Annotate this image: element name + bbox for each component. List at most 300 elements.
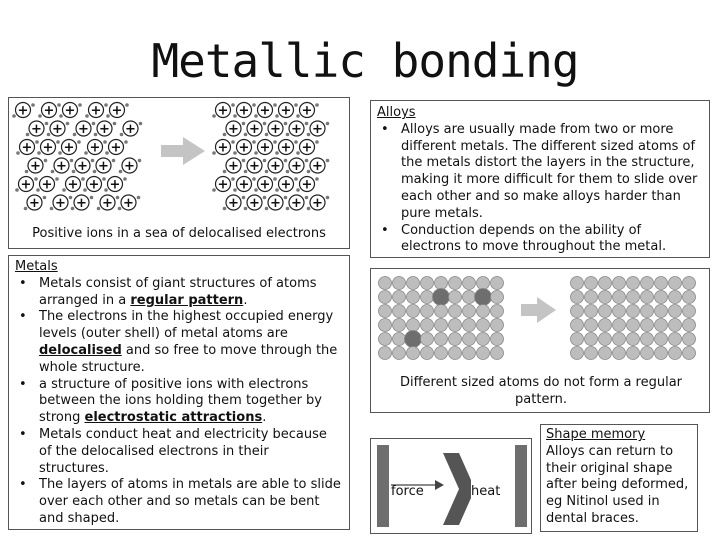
electron [231, 177, 235, 181]
positive-ion [20, 140, 35, 156]
svg-text:+: + [42, 140, 54, 156]
large-atom [405, 331, 422, 348]
metals-panel [8, 255, 350, 530]
atom [379, 305, 392, 318]
electron [106, 114, 110, 118]
svg-text:+: + [312, 159, 323, 174]
electron [326, 122, 330, 126]
electron [90, 196, 94, 200]
electron [307, 133, 311, 137]
electron [125, 103, 129, 107]
shape-memory-diagram [370, 438, 532, 534]
positive-ion [62, 140, 77, 156]
electron [244, 133, 248, 137]
electron [294, 177, 298, 181]
large-atom [475, 289, 492, 306]
svg-text:+: + [259, 103, 271, 119]
atom [571, 347, 584, 360]
atom [491, 277, 504, 290]
atom [599, 319, 612, 332]
electron [275, 188, 279, 192]
atom [683, 305, 696, 318]
atom [407, 305, 420, 318]
atom [407, 291, 420, 304]
atom [641, 291, 654, 304]
positive-ion [97, 121, 112, 137]
positive-ion [310, 195, 325, 211]
electron [31, 103, 35, 107]
atom [407, 319, 420, 332]
electron [15, 188, 19, 192]
atom [435, 333, 448, 346]
atom [613, 277, 626, 290]
atom [683, 319, 696, 332]
svg-text:+: + [52, 122, 63, 137]
positive-ion [279, 103, 294, 119]
positive-ion [76, 121, 91, 137]
electron [212, 188, 216, 192]
electron [286, 133, 290, 137]
electron [231, 103, 235, 107]
electron [286, 170, 290, 174]
electron [102, 177, 106, 181]
ions-panel [8, 97, 350, 249]
electron [25, 170, 29, 174]
electron [252, 177, 256, 181]
electron [315, 140, 319, 144]
atom [571, 305, 584, 318]
shape-memory-text: Alloys can return to their original shape after being deformed, eg Nitinol used in dental braces. [546, 443, 689, 526]
svg-text:+: + [228, 196, 239, 211]
svg-text:+: + [217, 177, 229, 193]
electron [284, 196, 288, 200]
electron [92, 122, 96, 126]
positive-ion [29, 121, 44, 137]
atom [421, 319, 434, 332]
positive-ion [121, 195, 136, 211]
electron [70, 159, 74, 163]
list-item: • Metals consist of giant structures of atoms arranged in a regular pattern. [39, 276, 341, 310]
electron [233, 114, 237, 118]
svg-text:+: + [124, 159, 135, 174]
electron [84, 151, 88, 155]
positive-ion [258, 140, 273, 156]
atom [571, 333, 584, 346]
atom [599, 347, 612, 360]
positive-ion [300, 140, 315, 156]
atom [627, 333, 640, 346]
electron [307, 207, 311, 211]
atoms-diagram [371, 269, 709, 365]
atom [449, 305, 462, 318]
electron [85, 114, 89, 118]
atom [669, 347, 682, 360]
svg-text:+: + [64, 103, 76, 119]
electron [105, 151, 109, 155]
positive-ion [66, 177, 81, 193]
atom [613, 319, 626, 332]
positive-ion [54, 158, 69, 174]
electron [56, 140, 60, 144]
svg-text:+: + [30, 159, 41, 174]
atom [379, 347, 392, 360]
bar-straight [377, 445, 389, 527]
positive-ion [63, 103, 78, 119]
atom [463, 333, 476, 346]
positive-ion [237, 177, 252, 193]
atom [585, 333, 598, 346]
svg-text:+: + [90, 103, 102, 119]
atom [627, 347, 640, 360]
electron [103, 140, 107, 144]
electron [77, 140, 81, 144]
svg-text:+: + [312, 196, 323, 211]
atom [421, 347, 434, 360]
positive-ion [123, 121, 138, 137]
positive-ion [40, 177, 55, 193]
electron [113, 122, 117, 126]
positive-ion [50, 121, 65, 137]
atom [627, 277, 640, 290]
electron [69, 196, 73, 200]
positive-ion [74, 195, 89, 211]
atom [683, 347, 696, 360]
svg-text:+: + [217, 103, 229, 119]
electron [94, 133, 98, 137]
positive-ion [279, 177, 294, 193]
electron [97, 207, 101, 211]
svg-text:+: + [238, 103, 250, 119]
svg-text:+: + [110, 140, 122, 156]
atom [421, 291, 434, 304]
electron [58, 151, 62, 155]
electron [124, 140, 128, 144]
svg-text:+: + [125, 122, 136, 137]
electron [275, 151, 279, 155]
atom [463, 291, 476, 304]
positive-ion [279, 140, 294, 156]
list-item: • The electrons in the highest occupied energy levels (outer shell) of metal atoms are delocalised and so free to move through the whole structure. [39, 309, 341, 376]
positive-ion [247, 158, 262, 174]
atom [627, 305, 640, 318]
atom [449, 347, 462, 360]
electron [254, 188, 258, 192]
atom [599, 305, 612, 318]
atom [393, 347, 406, 360]
electron [284, 122, 288, 126]
atom [477, 333, 490, 346]
atom [477, 347, 490, 360]
positive-ion [41, 140, 56, 156]
electron [273, 177, 277, 181]
lattice-after [212, 103, 329, 212]
electron [286, 207, 290, 211]
atom [463, 347, 476, 360]
atom [435, 319, 448, 332]
svg-text:+: + [77, 159, 88, 174]
positive-ion [88, 140, 103, 156]
svg-text:+: + [31, 122, 42, 137]
electron [116, 196, 120, 200]
svg-text:+: + [270, 159, 281, 174]
electron [93, 170, 97, 174]
atom [421, 333, 434, 346]
svg-text:+: + [301, 103, 313, 119]
shape-memory-panel [540, 424, 698, 532]
atom [449, 277, 462, 290]
atom [393, 333, 406, 346]
electron [55, 177, 59, 181]
positive-ion [247, 121, 262, 137]
electron [307, 170, 311, 174]
electron [62, 188, 66, 192]
positive-ion [216, 140, 231, 156]
svg-text:+: + [29, 196, 40, 211]
electron [91, 159, 95, 163]
atom [613, 333, 626, 346]
svg-text:+: + [99, 122, 110, 137]
electron [244, 170, 248, 174]
electron [275, 114, 279, 118]
electron [273, 103, 277, 107]
atom [571, 319, 584, 332]
atom [435, 305, 448, 318]
metals-heading: Metals [15, 259, 58, 274]
list-item: • The layers of atoms in metals are able to slide over each other and so metals can be bent and shaped. [39, 477, 341, 527]
svg-text:+: + [55, 196, 66, 211]
electron [73, 133, 77, 137]
atom [491, 291, 504, 304]
electron [263, 159, 267, 163]
positive-ion [89, 103, 104, 119]
svg-text:+: + [56, 159, 67, 174]
atom [477, 319, 490, 332]
positive-ion [310, 158, 325, 174]
atom [669, 277, 682, 290]
large-atom [433, 289, 450, 306]
atom [585, 291, 598, 304]
electron [265, 133, 269, 137]
electron [252, 140, 256, 144]
atom [655, 333, 668, 346]
atom [683, 291, 696, 304]
electron [233, 151, 237, 155]
electron [265, 170, 269, 174]
electron [45, 122, 49, 126]
electron [326, 159, 330, 163]
atom [655, 319, 668, 332]
atom [613, 291, 626, 304]
list-item: • Alloys are usually made from two or more different metals. The different sized atoms of the metals distort the layers in the structure, making it more difficult for them to slide over each other and so make alloys harder than pure metals. [401, 122, 701, 223]
electron [296, 151, 300, 155]
atom [669, 291, 682, 304]
arrow-right-icon [521, 297, 556, 323]
svg-text:+: + [270, 122, 281, 137]
alloy-lattice [379, 277, 504, 360]
positive-ion [110, 103, 125, 119]
svg-text:+: + [89, 140, 101, 156]
electron [104, 188, 108, 192]
electron [66, 122, 70, 126]
atom [641, 277, 654, 290]
electron [315, 103, 319, 107]
electron [138, 159, 142, 163]
svg-text:+: + [301, 177, 313, 193]
electron [26, 133, 30, 137]
svg-text:+: + [63, 140, 75, 156]
positive-ion [216, 177, 231, 193]
electron [294, 140, 298, 144]
electron [223, 133, 227, 137]
electron [254, 114, 258, 118]
electron [233, 188, 237, 192]
electron [118, 207, 122, 211]
electron [231, 140, 235, 144]
atom [379, 333, 392, 346]
bent-bar [443, 453, 471, 525]
electron [38, 114, 42, 118]
electron [72, 170, 76, 174]
electron [137, 196, 141, 200]
electron [244, 207, 248, 211]
page-title: Metallic bonding [151, 34, 579, 88]
force-label: force [391, 484, 424, 499]
positive-ion [100, 195, 115, 211]
svg-text:+: + [280, 103, 292, 119]
positive-ion [108, 177, 123, 193]
atoms-panel [370, 268, 710, 413]
svg-text:+: + [217, 140, 229, 156]
atom [491, 347, 504, 360]
svg-text:+: + [20, 177, 32, 193]
svg-text:+: + [238, 140, 250, 156]
svg-text:+: + [249, 196, 260, 211]
alloys-panel [370, 100, 710, 258]
svg-text:+: + [291, 159, 302, 174]
electron [83, 188, 87, 192]
atom [641, 305, 654, 318]
electron [223, 207, 227, 211]
svg-text:+: + [78, 122, 89, 137]
atom [585, 347, 598, 360]
svg-text:+: + [238, 177, 250, 193]
atom [669, 305, 682, 318]
arrow-right-icon [161, 137, 205, 165]
atom [407, 277, 420, 290]
svg-text:+: + [259, 140, 271, 156]
svg-text:+: + [102, 196, 113, 211]
atom [571, 291, 584, 304]
heat-label: heat [471, 484, 501, 499]
electron [59, 114, 63, 118]
electron [212, 151, 216, 155]
electron [296, 188, 300, 192]
atom [491, 305, 504, 318]
electron [265, 207, 269, 211]
svg-text:+: + [67, 177, 79, 193]
atom [641, 333, 654, 346]
list-item: • Conduction depends on the ability of electrons to move throughout the metal. [401, 223, 701, 257]
positive-ion [247, 195, 262, 211]
atom [449, 291, 462, 304]
atom [421, 277, 434, 290]
electron [78, 103, 82, 107]
ions-diagram [9, 98, 349, 216]
svg-text:+: + [228, 159, 239, 174]
atom [613, 347, 626, 360]
electron [263, 196, 267, 200]
atom [599, 291, 612, 304]
atom [435, 347, 448, 360]
svg-text:+: + [17, 103, 29, 119]
atom [393, 277, 406, 290]
electron [71, 207, 75, 211]
atom [421, 305, 434, 318]
atom [393, 319, 406, 332]
svg-text:+: + [41, 177, 53, 193]
electron [34, 177, 38, 181]
electron [50, 207, 54, 211]
atom [655, 347, 668, 360]
electron [57, 103, 61, 107]
atom [655, 291, 668, 304]
electron [119, 170, 123, 174]
electron [37, 151, 41, 155]
positive-ion [289, 195, 304, 211]
atom [627, 319, 640, 332]
atom [477, 305, 490, 318]
electron [81, 177, 85, 181]
positive-ion [216, 103, 231, 119]
positive-ion [109, 140, 124, 156]
atom [463, 305, 476, 318]
svg-text:+: + [259, 177, 271, 193]
svg-text:+: + [43, 103, 55, 119]
svg-text:+: + [123, 196, 134, 211]
electron [254, 151, 258, 155]
atom [683, 277, 696, 290]
electron [16, 151, 20, 155]
svg-text:+: + [88, 177, 100, 193]
atom [407, 347, 420, 360]
atom [669, 333, 682, 346]
alloys-list [377, 122, 701, 256]
svg-text:+: + [21, 140, 33, 156]
atom [379, 319, 392, 332]
electron [242, 159, 246, 163]
positive-ion [122, 158, 137, 174]
svg-text:+: + [228, 122, 239, 137]
positive-ion [87, 177, 102, 193]
atom [585, 277, 598, 290]
positive-ion [96, 158, 111, 174]
lattice-before [12, 103, 142, 212]
atom [627, 291, 640, 304]
atom [449, 333, 462, 346]
electron [242, 196, 246, 200]
ions-caption: Positive ions in a sea of delocalised electrons [32, 226, 326, 241]
positive-ion [16, 103, 31, 119]
positive-ion [226, 158, 241, 174]
positive-ion [268, 121, 283, 137]
electron [120, 133, 124, 137]
svg-text:+: + [98, 159, 109, 174]
electron [139, 122, 143, 126]
atom [449, 319, 462, 332]
electron [305, 196, 309, 200]
svg-text:+: + [291, 122, 302, 137]
svg-text:+: + [312, 122, 323, 137]
